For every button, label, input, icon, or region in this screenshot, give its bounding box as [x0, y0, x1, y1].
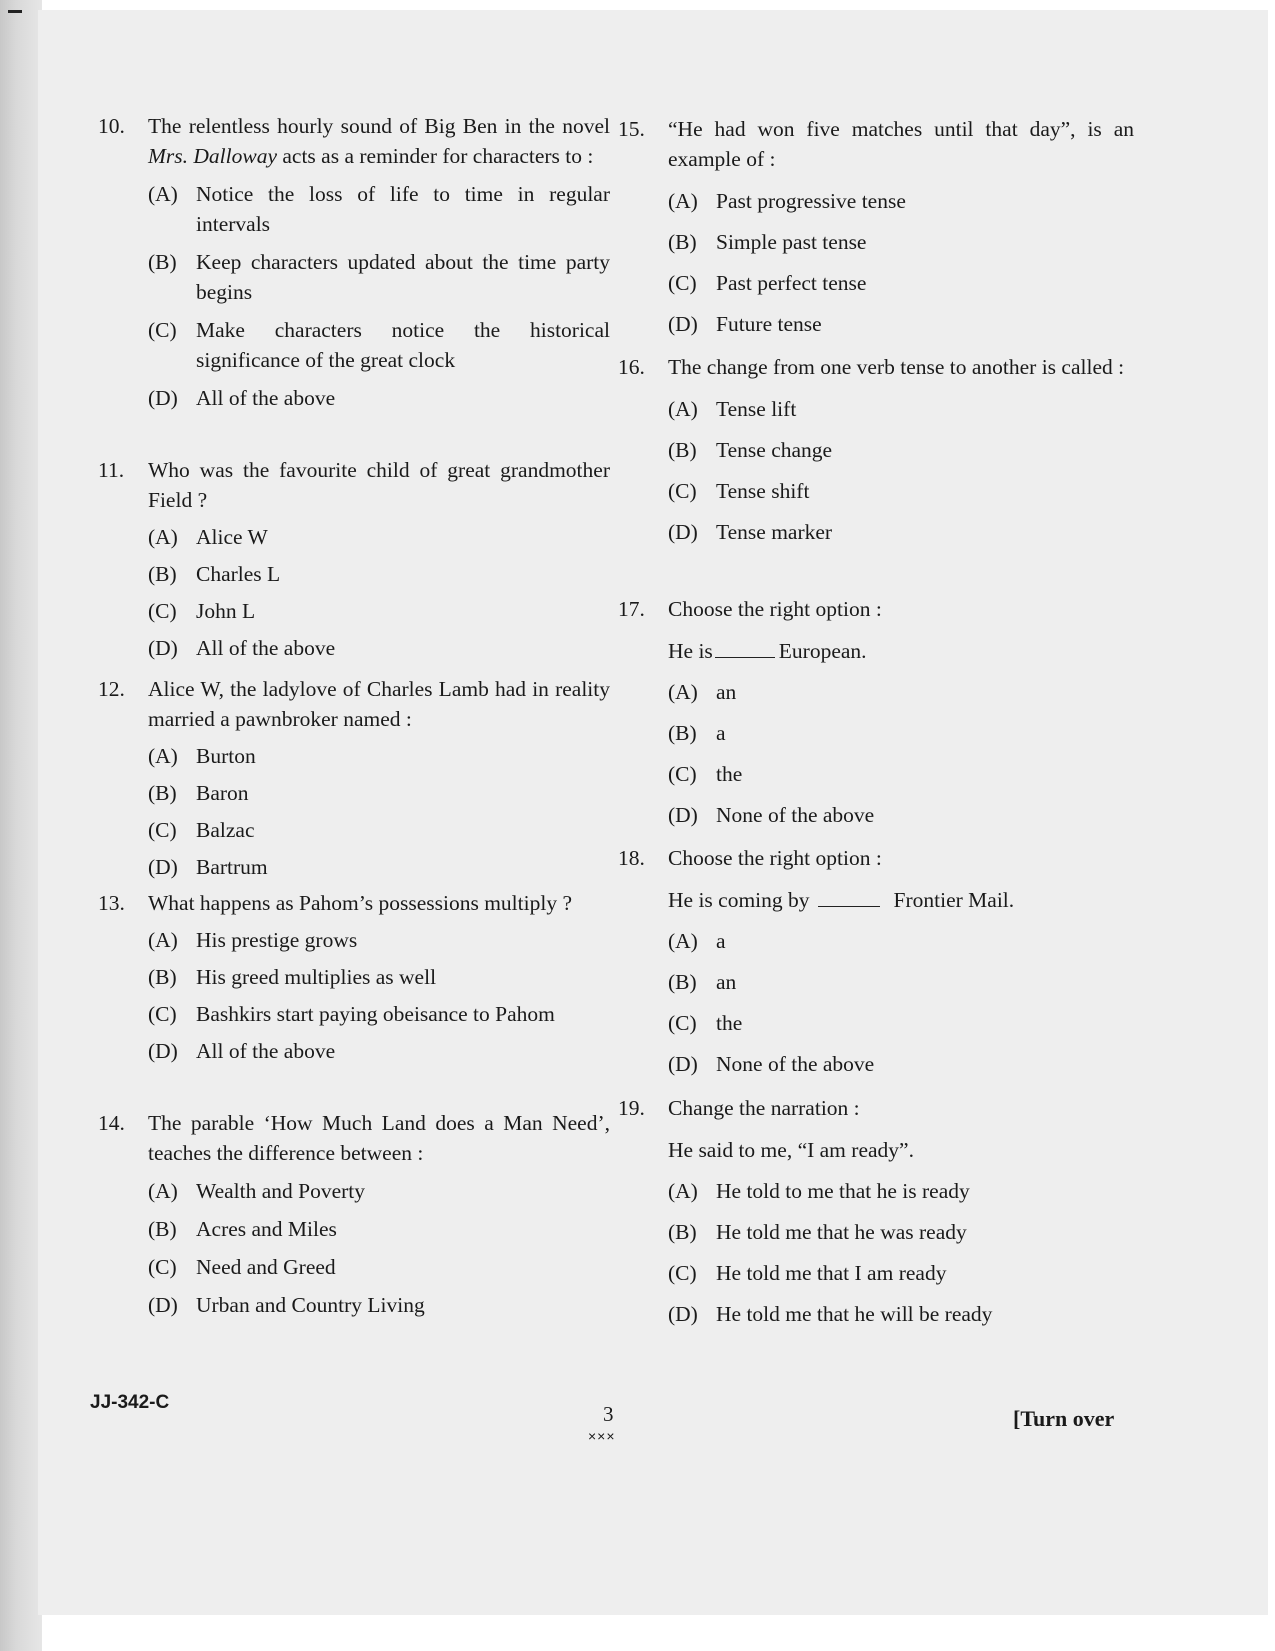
option-a[interactable]	[668, 677, 1134, 707]
option-letter: (C)	[148, 818, 177, 842]
option-text: Wealth and Poverty	[196, 1179, 366, 1203]
option-letter: (B)	[668, 721, 697, 745]
option-b[interactable]	[668, 967, 1134, 997]
question-15	[618, 114, 1134, 339]
option-text: an	[716, 680, 737, 704]
question-text-part: acts as a reminder for characters to :	[277, 144, 594, 168]
question-number: 15.	[618, 117, 645, 141]
option-text: He told me that he was ready	[716, 1220, 967, 1244]
option-a[interactable]	[668, 394, 1134, 424]
question-text	[148, 111, 610, 171]
page-binding-edge	[0, 0, 42, 1651]
option-text: Notice the loss of life to time in regular intervals	[196, 182, 610, 236]
option-text: Alice W	[196, 525, 268, 549]
option-text: Keep characters updated about the time party begins	[196, 250, 610, 304]
option-letter: (D)	[148, 1039, 178, 1063]
sentence-part: He is	[668, 639, 713, 663]
option-c[interactable]	[148, 1252, 610, 1282]
option-letter: (B)	[668, 1220, 697, 1244]
turn-over-label: [Turn over	[1013, 1406, 1115, 1431]
question-number: 14.	[98, 1111, 125, 1135]
option-letter: (B)	[668, 230, 697, 254]
option-a[interactable]	[668, 1176, 1134, 1206]
option-a[interactable]	[148, 925, 610, 955]
option-text: All of the above	[196, 386, 336, 410]
option-text: Future tense	[716, 312, 822, 336]
option-c[interactable]	[668, 476, 1134, 506]
option-letter: (A)	[668, 929, 698, 953]
option-letter: (D)	[668, 312, 698, 336]
option-d[interactable]	[148, 633, 610, 663]
option-letter: (D)	[148, 636, 178, 660]
option-text: Baron	[196, 781, 249, 805]
option-letter: (D)	[148, 1293, 178, 1317]
option-c[interactable]	[668, 759, 1134, 789]
option-d[interactable]	[148, 852, 610, 882]
question-11	[98, 455, 610, 663]
option-a[interactable]	[148, 179, 610, 239]
option-b[interactable]	[668, 1217, 1134, 1247]
option-c[interactable]	[148, 315, 610, 375]
option-letter: (D)	[148, 386, 178, 410]
option-letter: (D)	[668, 520, 698, 544]
option-text: His prestige grows	[196, 928, 358, 952]
option-text: All of the above	[196, 636, 336, 660]
question-12	[98, 674, 610, 882]
option-text: Past perfect tense	[716, 271, 867, 295]
question-19	[618, 1093, 1134, 1329]
option-d[interactable]	[668, 800, 1134, 830]
question-number: 10.	[98, 114, 125, 138]
option-text: a	[716, 929, 726, 953]
option-letter: (C)	[148, 318, 177, 342]
option-text: None of the above	[716, 1052, 875, 1076]
question-number: 12.	[98, 677, 125, 701]
fill-in-sentence	[668, 885, 1134, 915]
option-letter: (B)	[148, 562, 177, 586]
option-letter: (A)	[668, 189, 698, 213]
option-b[interactable]	[148, 962, 610, 992]
question-number: 18.	[618, 846, 645, 870]
option-c[interactable]	[148, 999, 610, 1029]
option-b[interactable]	[668, 718, 1134, 748]
option-d[interactable]	[668, 309, 1134, 339]
question-16	[618, 352, 1134, 547]
option-letter: (A)	[148, 744, 178, 768]
option-text: All of the above	[196, 1039, 336, 1063]
option-text: He told to me that he is ready	[716, 1179, 970, 1203]
option-text: Tense shift	[716, 479, 810, 503]
option-text: an	[716, 970, 737, 994]
option-letter: (D)	[148, 855, 178, 879]
question-number: 19.	[618, 1096, 645, 1120]
option-letter: (C)	[148, 1002, 177, 1026]
option-text: Tense lift	[716, 397, 797, 421]
option-text: Bartrum	[196, 855, 268, 879]
option-text: His greed multiplies as well	[196, 965, 437, 989]
option-letter: (A)	[148, 1179, 178, 1203]
option-d[interactable]	[668, 1299, 1134, 1329]
option-b[interactable]	[148, 1214, 610, 1244]
option-letter: (D)	[668, 1052, 698, 1076]
option-text: Acres and Miles	[196, 1217, 337, 1241]
option-b[interactable]	[668, 227, 1134, 257]
option-letter: (B)	[148, 965, 177, 989]
sentence-part: European.	[778, 639, 867, 663]
option-text: Past progressive tense	[716, 189, 906, 213]
option-a[interactable]	[148, 741, 610, 771]
question-17	[618, 594, 1134, 830]
page-marks: ×××	[588, 1428, 616, 1444]
option-a[interactable]	[148, 522, 610, 552]
option-c[interactable]	[668, 268, 1134, 298]
option-b[interactable]	[148, 778, 610, 808]
option-c[interactable]	[668, 1008, 1134, 1038]
option-letter: (C)	[668, 479, 697, 503]
option-letter: (C)	[668, 762, 697, 786]
question-number: 13.	[98, 891, 125, 915]
option-text: None of the above	[716, 803, 875, 827]
blank-line	[715, 637, 775, 658]
option-d[interactable]	[148, 383, 610, 413]
option-letter: (B)	[668, 970, 697, 994]
option-letter: (B)	[668, 438, 697, 462]
option-letter: (A)	[148, 928, 178, 952]
option-letter: (C)	[148, 599, 177, 623]
option-text: Need and Greed	[196, 1255, 336, 1279]
option-text: Simple past tense	[716, 230, 867, 254]
option-b[interactable]	[148, 559, 610, 589]
option-d[interactable]	[148, 1290, 610, 1320]
sentence-part: He is coming by	[668, 888, 810, 912]
question-text: “He had won five matches until that day”, is an example of :	[668, 117, 1134, 171]
option-letter: (B)	[148, 1217, 177, 1241]
option-c[interactable]	[148, 815, 610, 845]
question-10	[98, 111, 610, 413]
option-text: Charles L	[196, 562, 281, 586]
fill-in-sentence	[668, 636, 1134, 666]
question-18	[618, 843, 1134, 1079]
option-letter: (B)	[148, 250, 177, 274]
question-text: Choose the right option :	[668, 846, 882, 870]
option-c[interactable]	[148, 596, 610, 626]
option-text: the	[716, 762, 743, 786]
question-text-part: The relentless hourly sound of Big Ben in the novel	[148, 114, 610, 138]
option-text: Tense change	[716, 438, 833, 462]
question-14	[98, 1108, 610, 1320]
paper-code: JJ-342-C	[90, 1392, 170, 1413]
novel-title: Mrs. Dalloway	[148, 144, 277, 168]
question-number: 17.	[618, 597, 645, 621]
option-text: Urban and Country Living	[196, 1293, 425, 1317]
option-text: Tense marker	[716, 520, 833, 544]
option-letter: (C)	[668, 1011, 697, 1035]
question-text: Change the narration :	[668, 1096, 860, 1120]
question-number: 11.	[98, 458, 125, 482]
question-text: The change from one verb tense to another is called :	[668, 355, 1125, 379]
option-a[interactable]	[668, 926, 1134, 956]
option-text: the	[716, 1011, 743, 1035]
question-text: What happens as Pahom’s possessions multiply ?	[148, 891, 572, 915]
option-letter: (A)	[668, 680, 698, 704]
option-text: He told me that he will be ready	[716, 1302, 993, 1326]
option-a[interactable]	[668, 186, 1134, 216]
option-text: He told me that I am ready	[716, 1261, 947, 1285]
question-text: Alice W, the ladylove of Charles Lamb had in reality married a pawnbroker named :	[148, 677, 610, 731]
option-letter: (C)	[668, 1261, 697, 1285]
narration-sentence: He said to me, “I am ready”.	[668, 1138, 914, 1162]
option-d[interactable]	[148, 1036, 610, 1066]
option-a[interactable]	[148, 1176, 610, 1206]
option-letter: (A)	[148, 182, 178, 206]
option-d[interactable]	[668, 1049, 1134, 1079]
option-letter: (C)	[148, 1255, 177, 1279]
option-letter: (C)	[668, 271, 697, 295]
option-d[interactable]	[668, 517, 1134, 547]
option-letter: (D)	[668, 1302, 698, 1326]
option-b[interactable]	[148, 247, 610, 307]
question-text: Who was the favourite child of great grandmother Field ?	[148, 458, 610, 512]
option-letter: (B)	[148, 781, 177, 805]
question-number: 16.	[618, 355, 645, 379]
blank-line	[818, 886, 880, 907]
option-text: Bashkirs start paying obeisance to Pahom	[196, 1002, 555, 1026]
option-letter: (A)	[148, 525, 178, 549]
option-c[interactable]	[668, 1258, 1134, 1288]
option-text: Burton	[196, 744, 256, 768]
page-number: 3	[603, 1402, 614, 1426]
question-text: The parable ‘How Much Land does a Man Need’, teaches the difference between :	[148, 1111, 610, 1165]
option-text: a	[716, 721, 726, 745]
option-text: Balzac	[196, 818, 255, 842]
option-text: John L	[196, 599, 256, 623]
option-letter: (A)	[668, 1179, 698, 1203]
question-text: Choose the right option :	[668, 597, 882, 621]
option-letter: (D)	[668, 803, 698, 827]
question-13	[98, 888, 610, 1066]
option-letter: (A)	[668, 397, 698, 421]
sentence-part: Frontier Mail.	[893, 888, 1015, 912]
binding-mark	[8, 10, 22, 13]
option-b[interactable]	[668, 435, 1134, 465]
option-text: Make characters notice the historical significance of the great clock	[196, 318, 610, 372]
